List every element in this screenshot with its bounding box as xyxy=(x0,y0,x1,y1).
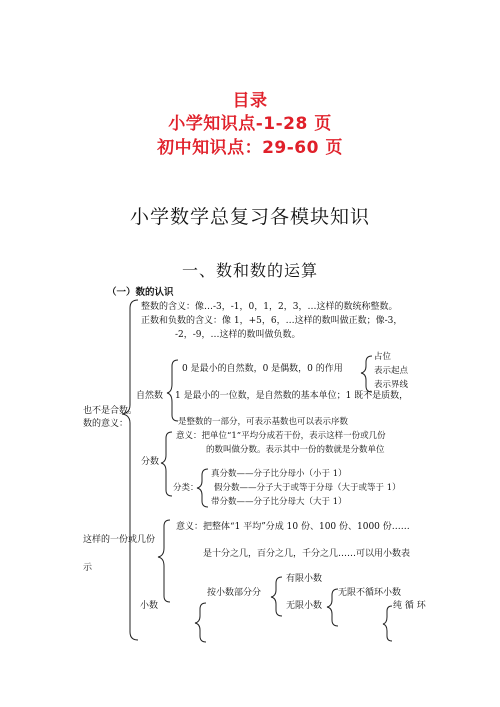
negative-examples: -2，-9，…这样的数叫做负数。 xyxy=(175,330,301,340)
fraction-label: 分数 xyxy=(141,457,160,467)
decimal-meaning: 意义：把整体“1 平均”分成 10 份、100 份、1000 份…… xyxy=(176,522,410,532)
role-placeholder: 占位 xyxy=(374,352,392,362)
fraction-meaning-1: 意义：把单位“1”平均分成若干份，表示这样一份或几份 xyxy=(176,431,386,441)
left-label-composite: 也不是合数。 xyxy=(83,406,138,416)
toc-line-middle: 初中知识点：29-60 页 xyxy=(157,138,343,158)
left-label-show: 示 xyxy=(83,563,93,573)
fraction-brace xyxy=(161,432,172,496)
left-label-portion: 这样的一份或几份 xyxy=(83,535,156,545)
toc-line-primary: 小学知识点-1-28 页 xyxy=(168,114,332,134)
bypart-brace xyxy=(195,603,206,642)
decimal-label: 小数 xyxy=(140,601,159,611)
repeating-brace xyxy=(327,589,338,626)
role-boundary: 表示界线 xyxy=(374,380,409,390)
left-label-meaning: 数的意义： xyxy=(83,419,129,429)
section-title: 一、数和数的运算 xyxy=(181,261,318,280)
natural-one-note: 1 是最小的一位数，是自然数的基本单位；1 既不是质数， xyxy=(175,391,409,401)
finite-brace xyxy=(271,577,282,616)
fraction-intro: 是整数的一部分，可表示基数也可以表示序数 xyxy=(178,417,349,427)
subsection-title: （一）数的认识 xyxy=(107,287,174,298)
positive-negative-definition: 正数和负数的含义：像 1，+5，6，…这样的数叫做正数；像-3， xyxy=(141,316,403,326)
toc-title: 目录 xyxy=(232,91,268,111)
roles-brace xyxy=(361,356,372,392)
main-brace xyxy=(122,300,138,640)
role-start: 表示起点 xyxy=(374,366,409,376)
fraction-meaning-2: 的数叫做分数。表示其中一份的数就是分数单位 xyxy=(206,445,385,455)
decimal-meaning-2: 是十分之几，百分之几，千分之几……可以用小数表 xyxy=(203,549,411,559)
natural-zero-note: 0 是最小的自然数，0 是偶数，0 的作用 xyxy=(182,364,343,374)
decimal-non-repeating: 无限不循环小数 xyxy=(338,588,402,598)
decimal-by-part: 按小数部分分 xyxy=(207,588,262,598)
fraction-type-improper: 假分数——分子大于或等于分母（大于或等于 1） xyxy=(214,483,401,493)
fraction-type-mixed: 带分数——分子比分母大（大于 1） xyxy=(211,497,347,507)
decimal-pure-repeating: 纯 循 环 xyxy=(393,601,426,611)
repeating-sub-brace xyxy=(383,606,392,641)
decimal-infinite: 无限小数 xyxy=(286,601,323,611)
natural-label: 自然数 xyxy=(136,391,164,401)
fraction-type-proper: 真分数——分子比分母小（小于 1） xyxy=(211,469,347,479)
fraction-class-label: 分类： xyxy=(173,483,199,493)
decimal-finite: 有限小数 xyxy=(286,574,323,584)
integer-definition: 整数的含义：像…-3，-1，0，1，2，3，…这样的数统称整数。 xyxy=(141,302,398,312)
main-title: 小学数学总复习各模块知识 xyxy=(129,206,370,228)
decimal-brace xyxy=(158,520,170,602)
